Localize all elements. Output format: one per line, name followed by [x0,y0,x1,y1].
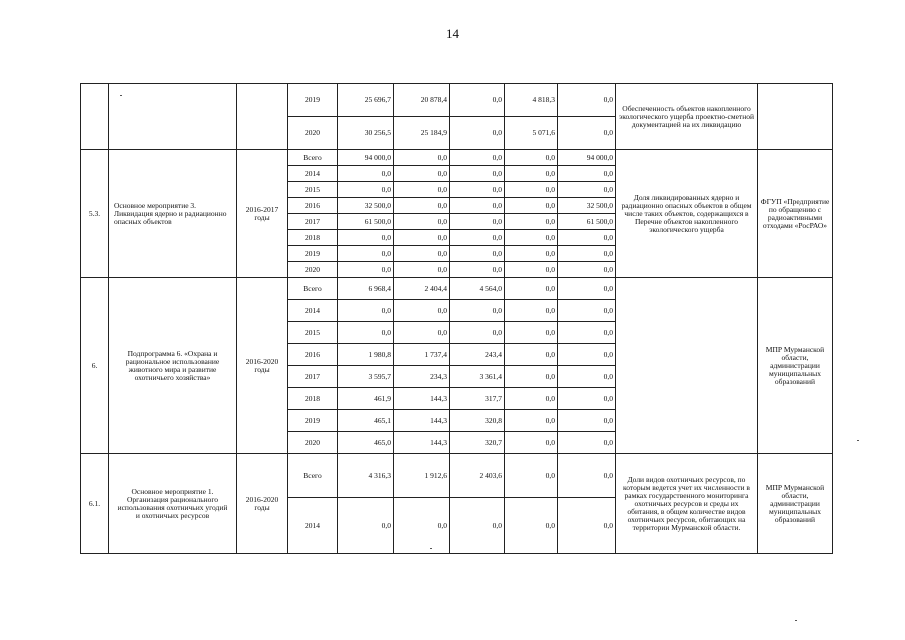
total-cell: 465,1 [338,410,394,432]
total-cell: 0,0 [338,262,394,278]
row-number-cell: 6. [81,278,109,454]
value-cell: 0,0 [505,262,558,278]
year-cell: 2020 [288,262,338,278]
page-number: 14 [446,26,459,41]
table-row [81,454,833,498]
year-cell: 2019 [288,84,338,117]
total-cell: 32 500,0 [338,198,394,214]
value-cell: 0,0 [505,230,558,246]
measure-name-cell [109,84,237,150]
value-cell: 0,0 [505,344,558,366]
value-cell: 2 403,6 [450,454,505,498]
year-cell: Всего [288,150,338,166]
executor-cell: МПР Мурманской области, администрации муниципальных образований [758,454,833,554]
measure-name-cell: Основное мероприятие 1. Организация рационального использования охотничьих угодий и охотничьих ресурсов [109,454,237,554]
total-cell: 61 500,0 [338,214,394,230]
value-cell: 0,0 [558,182,616,198]
year-cell: Всего [288,454,338,498]
table-row [81,84,833,117]
value-cell: 320,7 [450,432,505,454]
year-cell: 2017 [288,214,338,230]
total-cell: 0,0 [338,166,394,182]
executor-cell: ФГУП «Предприятие по обращению с радиоактивными отходами «РосРАО» [758,150,833,278]
year-cell: 2014 [288,498,338,554]
value-cell: 144,3 [394,432,450,454]
value-cell: 0,0 [558,498,616,554]
measure-name-cell: Подпрограмма 6. «Охрана и рациональное использование животного мира и развитие охотничьего хозяйства» [109,278,237,454]
year-cell: 2018 [288,388,338,410]
value-cell: 0,0 [450,198,505,214]
value-cell: 0,0 [394,166,450,182]
value-cell: 0,0 [505,300,558,322]
value-cell: 243,4 [450,344,505,366]
value-cell: 0,0 [558,262,616,278]
value-cell: 0,0 [394,150,450,166]
measure-name-cell: Основное мероприятие 3. Ликвидация ядерно и радиационно опасных объектов [109,150,237,278]
value-cell: 0,0 [394,498,450,554]
total-cell: 25 696,7 [338,84,394,117]
year-cell: 2020 [288,432,338,454]
year-cell: 2016 [288,198,338,214]
year-cell: 2015 [288,322,338,344]
value-cell: 0,0 [505,166,558,182]
value-cell: 94 000,0 [558,150,616,166]
value-cell: 0,0 [505,498,558,554]
row-number-cell [81,84,109,150]
value-cell: 0,0 [558,278,616,300]
value-cell: 61 500,0 [558,214,616,230]
value-cell: 0,0 [558,322,616,344]
total-cell: 461,9 [338,388,394,410]
value-cell: 0,0 [450,230,505,246]
scan-speck [795,620,797,621]
value-cell: 0,0 [558,300,616,322]
value-cell: 0,0 [450,262,505,278]
indicator-cell [616,278,758,454]
value-cell: 0,0 [450,214,505,230]
year-cell: 2014 [288,166,338,182]
value-cell: 0,0 [558,388,616,410]
value-cell: 0,0 [450,182,505,198]
total-cell: 3 595,7 [338,366,394,388]
indicator-cell: Доля ликвидированных ядерно и радиационно опасных объектов в общем числе таких объектов, содержащихся в Перечне объектов накопленного экологического ущерба [616,150,758,278]
value-cell: 0,0 [450,84,505,117]
year-cell: 2014 [288,300,338,322]
total-cell: 1 980,8 [338,344,394,366]
total-cell: 4 316,3 [338,454,394,498]
total-cell: 0,0 [338,498,394,554]
value-cell: 0,0 [394,214,450,230]
total-cell: 0,0 [338,230,394,246]
value-cell: 0,0 [558,84,616,117]
total-cell: 0,0 [338,246,394,262]
value-cell: 0,0 [394,182,450,198]
value-cell: 0,0 [558,166,616,182]
value-cell: 4 818,3 [505,84,558,117]
value-cell: 0,0 [505,278,558,300]
value-cell: 320,8 [450,410,505,432]
value-cell: 0,0 [505,388,558,410]
scan-speck [430,548,432,549]
value-cell: 2 404,4 [394,278,450,300]
scan-speck [857,440,859,441]
value-cell: 5 071,6 [505,117,558,150]
value-cell: 0,0 [558,454,616,498]
total-cell: 465,0 [338,432,394,454]
value-cell: 0,0 [394,246,450,262]
row-number-cell: 5.3. [81,150,109,278]
value-cell: 25 184,9 [394,117,450,150]
value-cell: 32 500,0 [558,198,616,214]
value-cell: 0,0 [505,366,558,388]
value-cell: 0,0 [505,454,558,498]
total-cell: 6 968,4 [338,278,394,300]
total-cell: 0,0 [338,182,394,198]
value-cell: 0,0 [505,198,558,214]
value-cell: 0,0 [450,322,505,344]
value-cell: 0,0 [558,410,616,432]
table-row [81,278,833,300]
year-cell: 2017 [288,366,338,388]
value-cell: 0,0 [505,432,558,454]
value-cell: 0,0 [558,246,616,262]
value-cell: 0,0 [394,230,450,246]
value-cell: 0,0 [505,410,558,432]
value-cell: 144,3 [394,410,450,432]
year-cell: 2018 [288,230,338,246]
value-cell: 0,0 [394,262,450,278]
row-number-cell: 6.1. [81,454,109,554]
total-cell: 0,0 [338,322,394,344]
value-cell: 0,0 [450,300,505,322]
program-table [80,83,833,554]
year-cell: 2019 [288,410,338,432]
value-cell: 0,0 [450,246,505,262]
year-cell: 2020 [288,117,338,150]
value-cell: 0,0 [505,150,558,166]
year-cell: 2019 [288,246,338,262]
year-cell: Всего [288,278,338,300]
value-cell: 0,0 [558,432,616,454]
period-cell: 2016-2017 годы [237,150,288,278]
total-cell: 0,0 [338,300,394,322]
period-cell: 2016-2020 годы [237,454,288,554]
value-cell: 0,0 [558,366,616,388]
value-cell: 144,3 [394,388,450,410]
value-cell: 1 737,4 [394,344,450,366]
value-cell: 0,0 [505,246,558,262]
value-cell: 317,7 [450,388,505,410]
value-cell: 0,0 [558,117,616,150]
period-cell: 2016-2020 годы [237,278,288,454]
value-cell: 0,0 [558,230,616,246]
value-cell: 0,0 [394,322,450,344]
value-cell: 0,0 [558,344,616,366]
executor-cell [758,84,833,150]
value-cell: 0,0 [450,166,505,182]
total-cell: 94 000,0 [338,150,394,166]
value-cell: 4 564,0 [450,278,505,300]
indicator-cell: Доли видов охотничьих ресурсов, по которым ведется учет их численности в рамках государственного мониторинга охотничьих ресурсов и среды их обитания, в общем количестве видов охотничьих ресурсов, обитающих на территории Мурманской области. [616,454,758,554]
value-cell: 3 361,4 [450,366,505,388]
table-row [81,150,833,166]
total-cell: 30 256,5 [338,117,394,150]
value-cell: 0,0 [450,117,505,150]
value-cell: 20 878,4 [394,84,450,117]
value-cell: 0,0 [394,198,450,214]
value-cell: 0,0 [394,300,450,322]
value-cell: 0,0 [450,150,505,166]
executor-cell: МПР Мурманской области, администрации муниципальных образований [758,278,833,454]
value-cell: 234,3 [394,366,450,388]
value-cell: 0,0 [505,322,558,344]
scan-speck [120,95,122,96]
value-cell: 0,0 [505,214,558,230]
year-cell: 2016 [288,344,338,366]
year-cell: 2015 [288,182,338,198]
value-cell: 0,0 [450,498,505,554]
indicator-cell: Обеспеченность объектов накопленного экологического ущерба проектно-сметной документацией на их ликвидацию [616,84,758,150]
period-cell [237,84,288,150]
value-cell: 0,0 [505,182,558,198]
value-cell: 1 912,6 [394,454,450,498]
